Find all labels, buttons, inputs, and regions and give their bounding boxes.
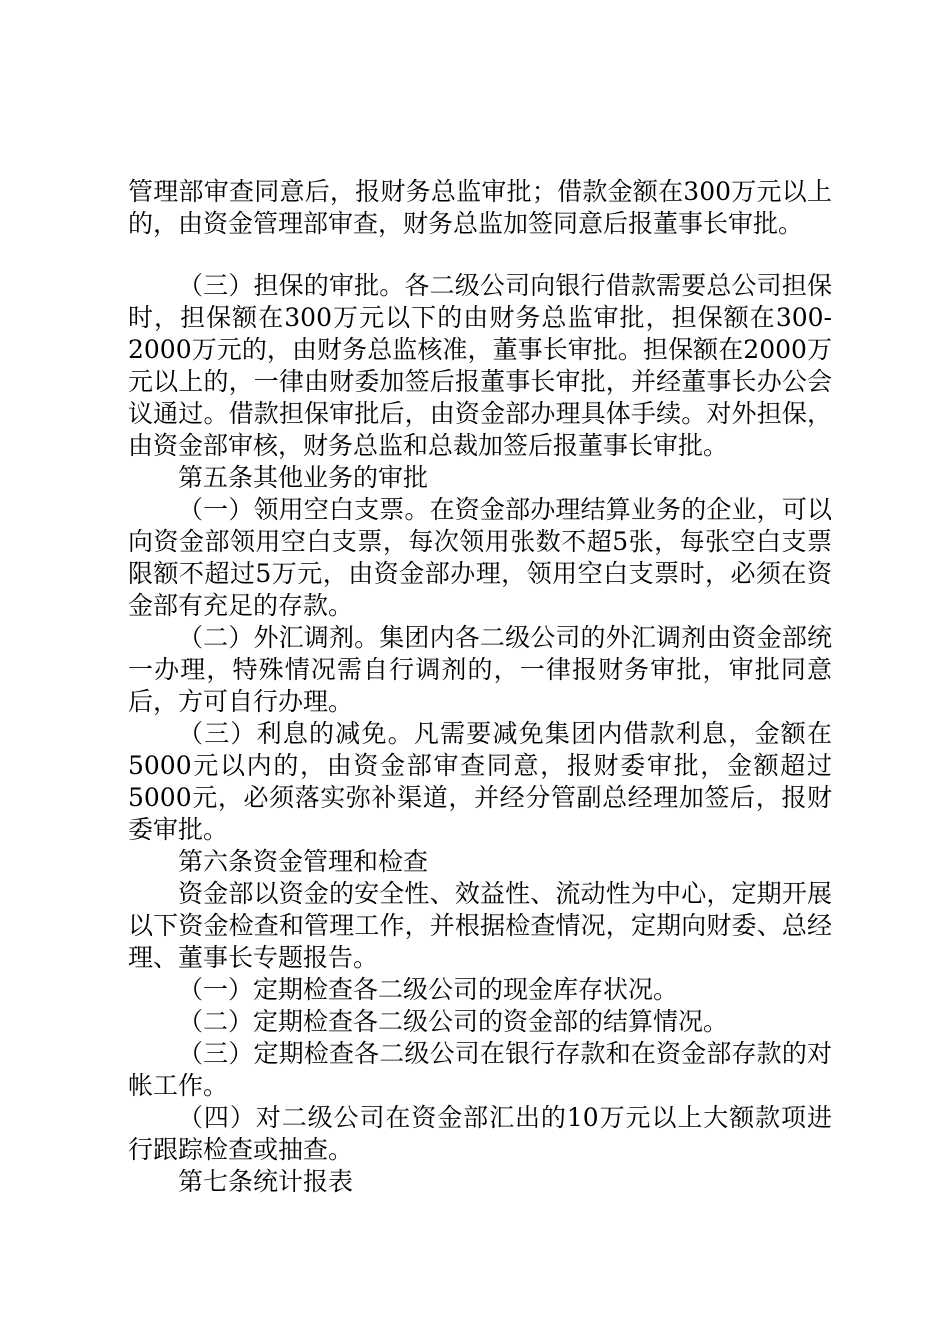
document-page bbox=[128, 176, 832, 1198]
list-item-cash-inventory: （一）定期检查各二级公司的现金库存状况。 bbox=[178, 975, 679, 1004]
paragraph-interest-reduction: （三）利息的减免。凡需要减免集团内借款利息，金额在5000元以内的，由资金部审查同意，报财委审批，金额超过5000元，必须落实弥补渠道，并经分管副总经理加签后，报财委审批。 bbox=[128, 719, 832, 844]
paragraph-blank-cheques: （一）领用空白支票。在资金部办理结算业务的企业，可以向资金部领用空白支票，每次领用张数不超5张，每张空白支票限额不超过5万元，由资金部办理，领用空白支票时，必须在资金部有充足的存款。 bbox=[128, 495, 832, 620]
paragraph-foreign-exchange: （二）外汇调剂。集团内各二级公司的外汇调剂由资金部统一办理，特殊情况需自行调剂的，一律报财务审批，审批同意后，方可自行办理。 bbox=[128, 623, 832, 716]
paragraph-loan-approval-continued: 管理部审查同意后，报财务总监审批；借款金额在300万元以上的，由资金管理部审查，财务总监加签同意后报董事长审批。 bbox=[128, 177, 832, 238]
heading-article-6: 第六条资金管理和检查 bbox=[178, 847, 429, 876]
list-item-large-remittance: （四）对二级公司在资金部汇出的10万元以上大额款项进行跟踪检查或抽查。 bbox=[128, 1103, 832, 1164]
heading-article-7: 第七条统计报表 bbox=[178, 1167, 354, 1196]
list-item-reconciliation: （三）定期检查各二级公司在银行存款和在资金部存款的对帐工作。 bbox=[128, 1039, 832, 1100]
list-item-settlement: （二）定期检查各二级公司的资金部的结算情况。 bbox=[178, 1007, 729, 1036]
paragraph-guarantee-approval: （三）担保的审批。各二级公司向银行借款需要总公司担保时，担保额在300万元以下的由财务总监审批，担保额在300-2000万元的，由财务总监核准，董事长审批。担保额在2000万元以上的，一律由财委加签后报董事长审批，并经董事长办公会议通过。借款担保审批后，由资金部办理具体手续。对外担保，由资金部审核，财务总监和总裁加签后报董事长审批。 bbox=[128, 271, 832, 460]
paragraph-fund-inspection-intro: 资金部以资金的安全性、效益性、流动性为中心，定期开展以下资金检查和管理工作，并根据检查情况，定期向财委、总经理、董事长专题报告。 bbox=[128, 879, 832, 972]
heading-article-5: 第五条其他业务的审批 bbox=[178, 463, 429, 492]
